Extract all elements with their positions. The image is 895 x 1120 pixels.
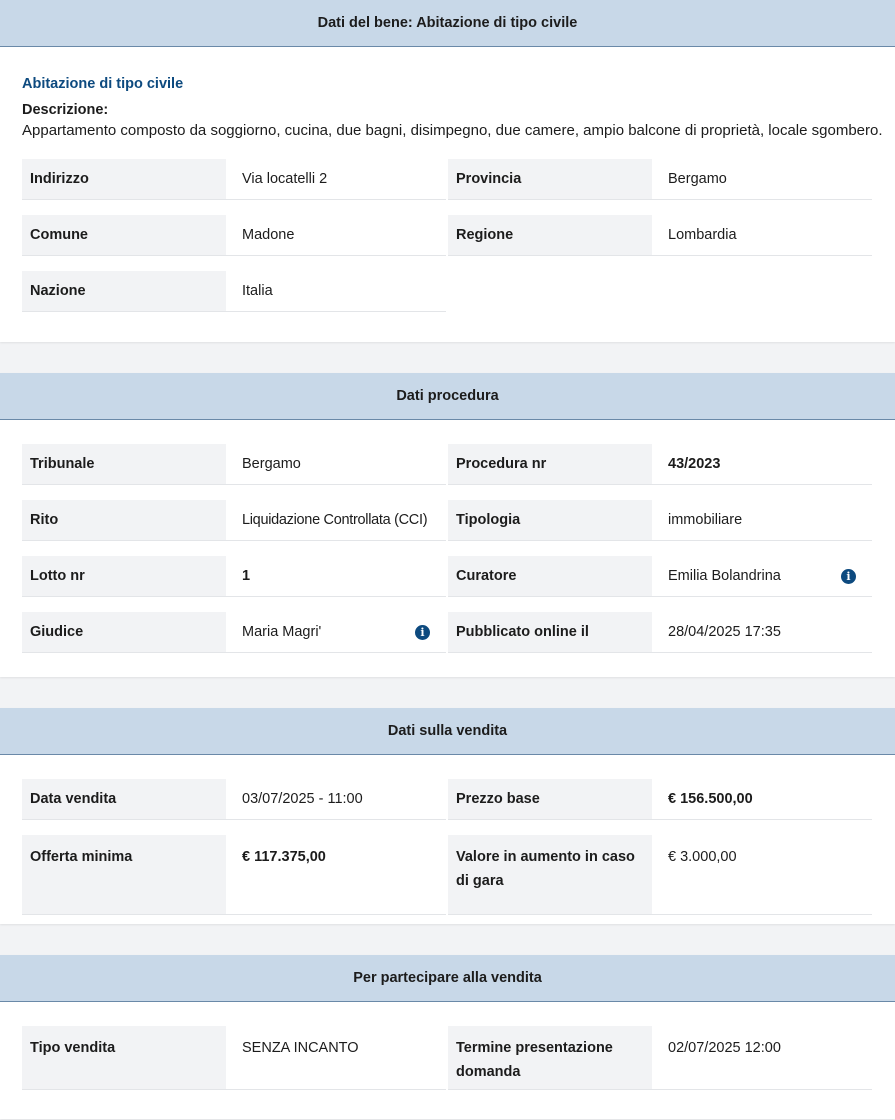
field-regione — [448, 215, 872, 256]
field-value: 43/2023 — [668, 456, 721, 472]
info-circle-icon[interactable]: i — [841, 569, 856, 584]
field-label-line: domanda — [456, 1064, 521, 1080]
field-value: Via locatelli 2 — [242, 171, 328, 187]
card-header-partecipare: Per partecipare alla vendita — [0, 955, 895, 1002]
field-value: € 156.500,00 — [668, 791, 753, 807]
field-value: immobiliare — [668, 512, 743, 528]
card-header-dati-bene: Dati del bene: Abitazione di tipo civile — [0, 0, 895, 47]
field-provincia — [448, 159, 872, 200]
field-label: Tipo vendita — [22, 1026, 226, 1089]
info-circle-icon[interactable]: i — [415, 625, 430, 640]
bene-subtitle: Abitazione di tipo civile — [22, 76, 184, 92]
field-value: Bergamo — [242, 456, 301, 472]
field-value: Liquidazione Controllata (CCI) — [242, 512, 428, 528]
field-label — [448, 1026, 652, 1089]
field-tipologia — [448, 500, 872, 541]
field-tribunale — [22, 444, 446, 485]
field-valore-aumento — [448, 835, 872, 915]
field-value: Emilia Bolandrina — [668, 568, 781, 584]
field-offerta-minima — [22, 835, 446, 915]
field-label: Provincia — [448, 159, 652, 199]
field-value: 28/04/2025 17:35 — [668, 624, 781, 640]
field-pubblicato — [448, 612, 872, 653]
field-label: Tribunale — [22, 444, 226, 484]
field-label-line: Termine presentazione — [456, 1040, 613, 1056]
field-value: SENZA INCANTO — [242, 1040, 359, 1056]
field-label: Curatore — [448, 556, 652, 596]
field-label: Procedura nr — [448, 444, 652, 484]
field-termine — [448, 1026, 872, 1090]
field-label: Giudice — [22, 612, 226, 652]
field-label: Regione — [448, 215, 652, 255]
field-lotto-nr — [22, 556, 446, 597]
field-procedura-nr — [448, 444, 872, 485]
card-dati-procedura — [0, 373, 895, 677]
card-partecipare — [0, 955, 895, 1119]
vendita-fields — [22, 755, 873, 915]
field-label-line: di gara — [456, 873, 504, 889]
partecipare-fields — [22, 1002, 873, 1090]
bene-fields — [22, 159, 873, 312]
card-dati-bene — [0, 0, 895, 342]
field-prezzo-base — [448, 779, 872, 820]
card-header-dati-vendita: Dati sulla vendita — [0, 708, 895, 755]
description-text: Appartamento composto da soggiorno, cucina, due bagni, disimpegno, due camere, ampio balcone di proprietà, locale sgombero. — [22, 122, 883, 139]
field-giudice — [22, 612, 446, 653]
field-comune — [22, 215, 446, 256]
field-label: Tipologia — [448, 500, 652, 540]
field-value: Italia — [242, 283, 273, 299]
field-value: Lombardia — [668, 227, 737, 243]
field-value: 03/07/2025 - 11:00 — [242, 791, 363, 807]
field-value: 02/07/2025 12:00 — [668, 1040, 781, 1056]
field-value: 1 — [242, 568, 251, 584]
field-label: Nazione — [22, 271, 226, 311]
field-label: Lotto nr — [22, 556, 226, 596]
field-label: Pubblicato online il — [448, 612, 652, 652]
field-value-wrap — [652, 556, 872, 596]
card-dati-vendita — [0, 708, 895, 924]
description-label: Descrizione: — [22, 102, 109, 118]
field-value: € 117.375,00 — [242, 849, 326, 865]
field-label — [448, 835, 652, 914]
field-label: Offerta minima — [22, 835, 226, 914]
field-label: Data vendita — [22, 779, 226, 819]
card-header-dati-procedura: Dati procedura — [0, 373, 895, 420]
field-curatore — [448, 556, 872, 597]
field-label: Rito — [22, 500, 226, 540]
field-data-vendita — [22, 779, 446, 820]
field-tipo-vendita — [22, 1026, 446, 1090]
field-value: Maria Magri' — [242, 624, 322, 640]
field-nazione — [22, 271, 446, 312]
field-label: Comune — [22, 215, 226, 255]
procedura-fields — [22, 420, 873, 653]
field-label-line: Valore in aumento in caso — [456, 849, 635, 865]
field-value: Madone — [242, 227, 295, 243]
field-label: Prezzo base — [448, 779, 652, 819]
field-value: Bergamo — [668, 171, 727, 187]
field-value: € 3.000,00 — [668, 849, 737, 865]
field-rito — [22, 500, 446, 541]
field-indirizzo — [22, 159, 446, 200]
field-label: Indirizzo — [22, 159, 226, 199]
field-value-wrap — [226, 612, 446, 652]
